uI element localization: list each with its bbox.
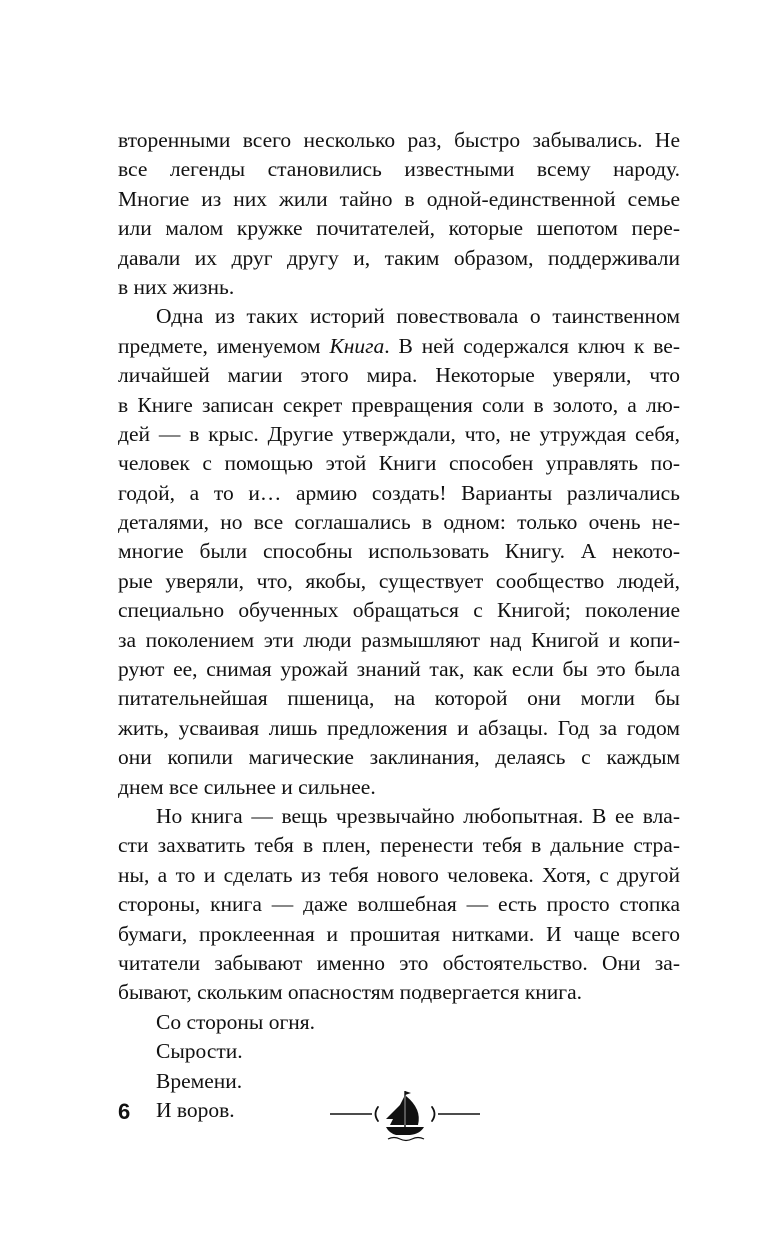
text-line: сти захватить тебя в плен, перенести тебя в дальние стра-: [118, 833, 680, 858]
sailing-ship-icon: [330, 1085, 480, 1145]
body-text: [118, 126, 680, 1125]
page-footer: [0, 1085, 768, 1145]
text-line: рые уверяли, что, якобы, существует сообщество людей,: [118, 568, 680, 593]
text-line: бумаги, проклеенная и прошитая нитками. И чаще всего: [118, 921, 680, 946]
text-line: давали их друг другу и, таким образом, поддерживали: [118, 245, 680, 270]
text-line: годой, а то и… армию создать! Варианты различались: [118, 480, 680, 505]
text-line: руют ее, снимая урожай знаний так, как если бы это была: [118, 657, 680, 682]
text-line: ны, а то и сделать из тебя нового человека. Хотя, с другой: [118, 862, 680, 887]
text-line: Со стороны огня.: [156, 1009, 316, 1034]
text-line: вторенными всего несколько раз, быстро забывались. Не: [118, 128, 680, 152]
text-line: днем все сильнее и сильнее.: [118, 774, 376, 799]
text-line: Многие из них жили тайно в одной-единственной семье: [118, 186, 680, 211]
text-line: деталями, но все соглашались в одном: только очень не-: [118, 510, 680, 535]
book-title-italic: Книга: [329, 333, 385, 358]
text-line: в них жизнь.: [118, 274, 235, 299]
text-line: или малом кружке почитателей, которые шепотом пере-: [118, 216, 680, 241]
text-line: человек с помощью этой Книги способен управлять по-: [118, 451, 680, 476]
text-line: [118, 332, 680, 361]
page-number: 6: [118, 1099, 131, 1124]
text-line: они копили магические заклинания, делаясь с каждым: [118, 745, 680, 770]
text-line: читатели забывают именно это обстоятельство. Они за-: [118, 950, 680, 975]
text-line: Но книга — вещь чрезвычайно любопытная. В ее вла-: [156, 803, 680, 828]
text-line: бывают, скольким опасностям подвергается книга.: [118, 980, 583, 1005]
text-line: стороны, книга — даже волшебная — есть просто стопка: [118, 892, 680, 917]
text-line: Времени.: [156, 1068, 243, 1093]
text-line: за поколением эти люди размышляют над Книгой и копи-: [118, 627, 680, 652]
text-line: личайшей магии этого мира. Некоторые уверяли, что: [118, 363, 680, 388]
text-span: предмете, именуемом: [118, 333, 330, 358]
text-line: Сырости.: [156, 1039, 243, 1064]
text-line: дей — в крыс. Другие утверждали, что, не утруждая себя,: [118, 421, 680, 446]
text-line: Одна из таких историй повествовала о таинственном: [156, 304, 680, 329]
text-line: жить, усваивая лишь предложения и абзацы. Год за годом: [118, 715, 680, 740]
text-line: многие были способны использовать Книгу. А некото-: [118, 539, 680, 564]
text-line: питательнейшая пшеница, на которой они могли бы: [118, 686, 680, 711]
text-line: И воров.: [156, 1097, 235, 1122]
text-line: специально обученных обращаться с Книгой; поколение: [118, 598, 680, 623]
text-line: все легенды становились известными всему народу.: [118, 157, 680, 182]
text-span: . В ней содержался ключ к ве-: [384, 333, 680, 358]
text-line: в Книге записан секрет превращения соли в золото, а лю-: [118, 392, 680, 417]
